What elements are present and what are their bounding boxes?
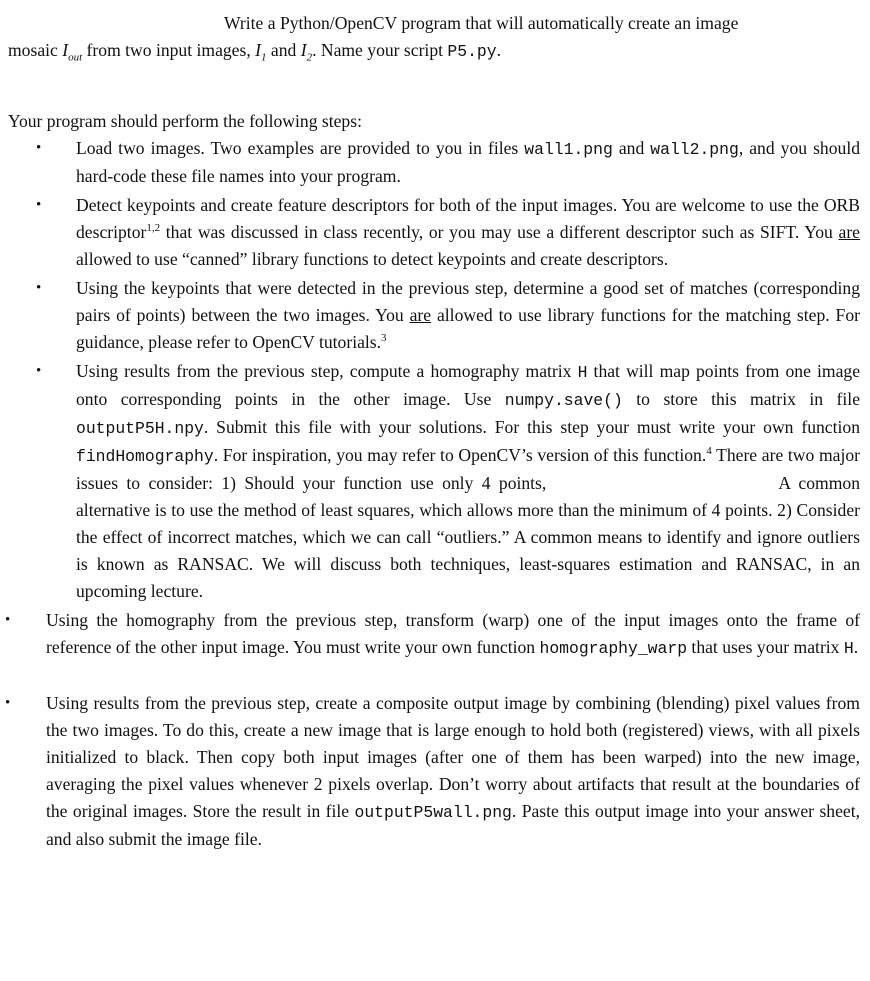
function-findhomography: findHomography: [76, 447, 214, 466]
bullet-icon: •: [5, 695, 11, 711]
intro-text: . Name your script: [312, 40, 448, 60]
step-detect-keypoints: • Detect keypoints and create feature descriptors for both of the input images. You are welcome to use the ORB descriptor$^{1,2}$ that was discussed in class recently, or you may use a different descriptor such as SIFT. You are allowed to use “canned” library functions to detect keypoints and create descriptors.: [8, 192, 860, 273]
filename-output-wall: outputP5wall.png: [354, 803, 512, 822]
matrix-symbol: H: [843, 639, 854, 658]
inner-step-list: [8, 135, 860, 605]
filename-wall1: wall1.png: [524, 140, 613, 159]
script-name: P5.py: [447, 42, 497, 61]
outer-step-list: [5, 607, 860, 853]
step-warp-image: • Using the homography from the previous step, transform (warp) one of the input images onto the frame of reference of the other input image. You must write your own function homography_warp that uses your matrix H.: [8, 607, 860, 662]
input-image-2-symbol: $I_2$: [300, 40, 313, 64]
step-match-keypoints: • Using the keypoints that were detected in the previous step, determine a good set of matches (corresponding pairs of points) between the two images. You are allowed to use library functions for the matching step. For guidance, please refer to OpenCV tutorials.$^3$: [8, 275, 860, 356]
input-image-1-symbol: $I_1$: [255, 40, 267, 64]
intro-line-1: Write a Python/OpenCV program that will automatically create an image: [224, 13, 739, 33]
matrix-symbol: H: [577, 363, 588, 382]
filename-wall2: wall2.png: [650, 140, 739, 159]
footnote-ref: 1,2: [146, 222, 161, 235]
intro-text: mosaic: [8, 40, 63, 60]
numpy-save-code: numpy.save(): [504, 391, 623, 410]
filename-output-npy: outputP5H.npy: [76, 419, 204, 438]
bullet-icon: •: [5, 612, 11, 628]
intro-text: .: [496, 40, 501, 60]
assignment-intro: [8, 10, 860, 65]
steps-heading: Your program should perform the following steps:: [8, 111, 362, 131]
bullet-icon: •: [36, 280, 42, 296]
footnote-ref: 4: [706, 445, 712, 458]
output-image-symbol: $I_{out}$: [62, 40, 83, 64]
step-load-images: • Load two images. Two examples are provided to you in files wall1.png and wall2.png, and you should hard-code these file names into your program.: [8, 135, 860, 190]
step-compute-homography: • Using results from the previous step, compute a homography matrix H that will map points from one image onto corresponding points in the other image. Use numpy.save() to store this matrix in file outputP5H.npy. Submit this file with your solutions. For this step your must write your own function findHomography. For inspiration, you may refer to OpenCV’s version of this function.$^4$ There are two major issues to consider: 1) Should your function use only 4 points, A common alternative is to use the method of least squares, which allows more than the minimum of 4 points. 2) Consider the effect of incorrect matches, which we can call “outliers.” A common means to identify and ignore outliers is known as RANSAC. We will discuss both techniques, least-squares estimation and RANSAC, in an upcoming lecture.: [8, 358, 860, 605]
steps-section: [5, 108, 861, 853]
intro-line-2: [8, 40, 501, 64]
bullet-icon: •: [36, 140, 42, 156]
intro-text: from two input images,: [82, 40, 256, 60]
bullet-icon: •: [36, 363, 42, 379]
step-blend-images: • Using results from the previous step, create a composite output image by combining (blending) pixel values from the two images. To do this, create a new image that is large enough to hold both (registered) views, with all pixels initialized to black. Then copy both input images (after one of them has been warped) into the new image, averaging the pixel values whenever 2 pixels overlap. Don’t worry about artifacts that result at the boundaries of the original images. Store the result in file outputP5wall.png. Paste this output image into your answer sheet, and also submit the image file.: [8, 690, 860, 853]
bullet-icon: •: [36, 197, 42, 213]
footnote-ref: 3: [381, 332, 387, 345]
function-homography-warp: homography_warp: [539, 639, 688, 658]
intro-text: and: [266, 40, 301, 60]
